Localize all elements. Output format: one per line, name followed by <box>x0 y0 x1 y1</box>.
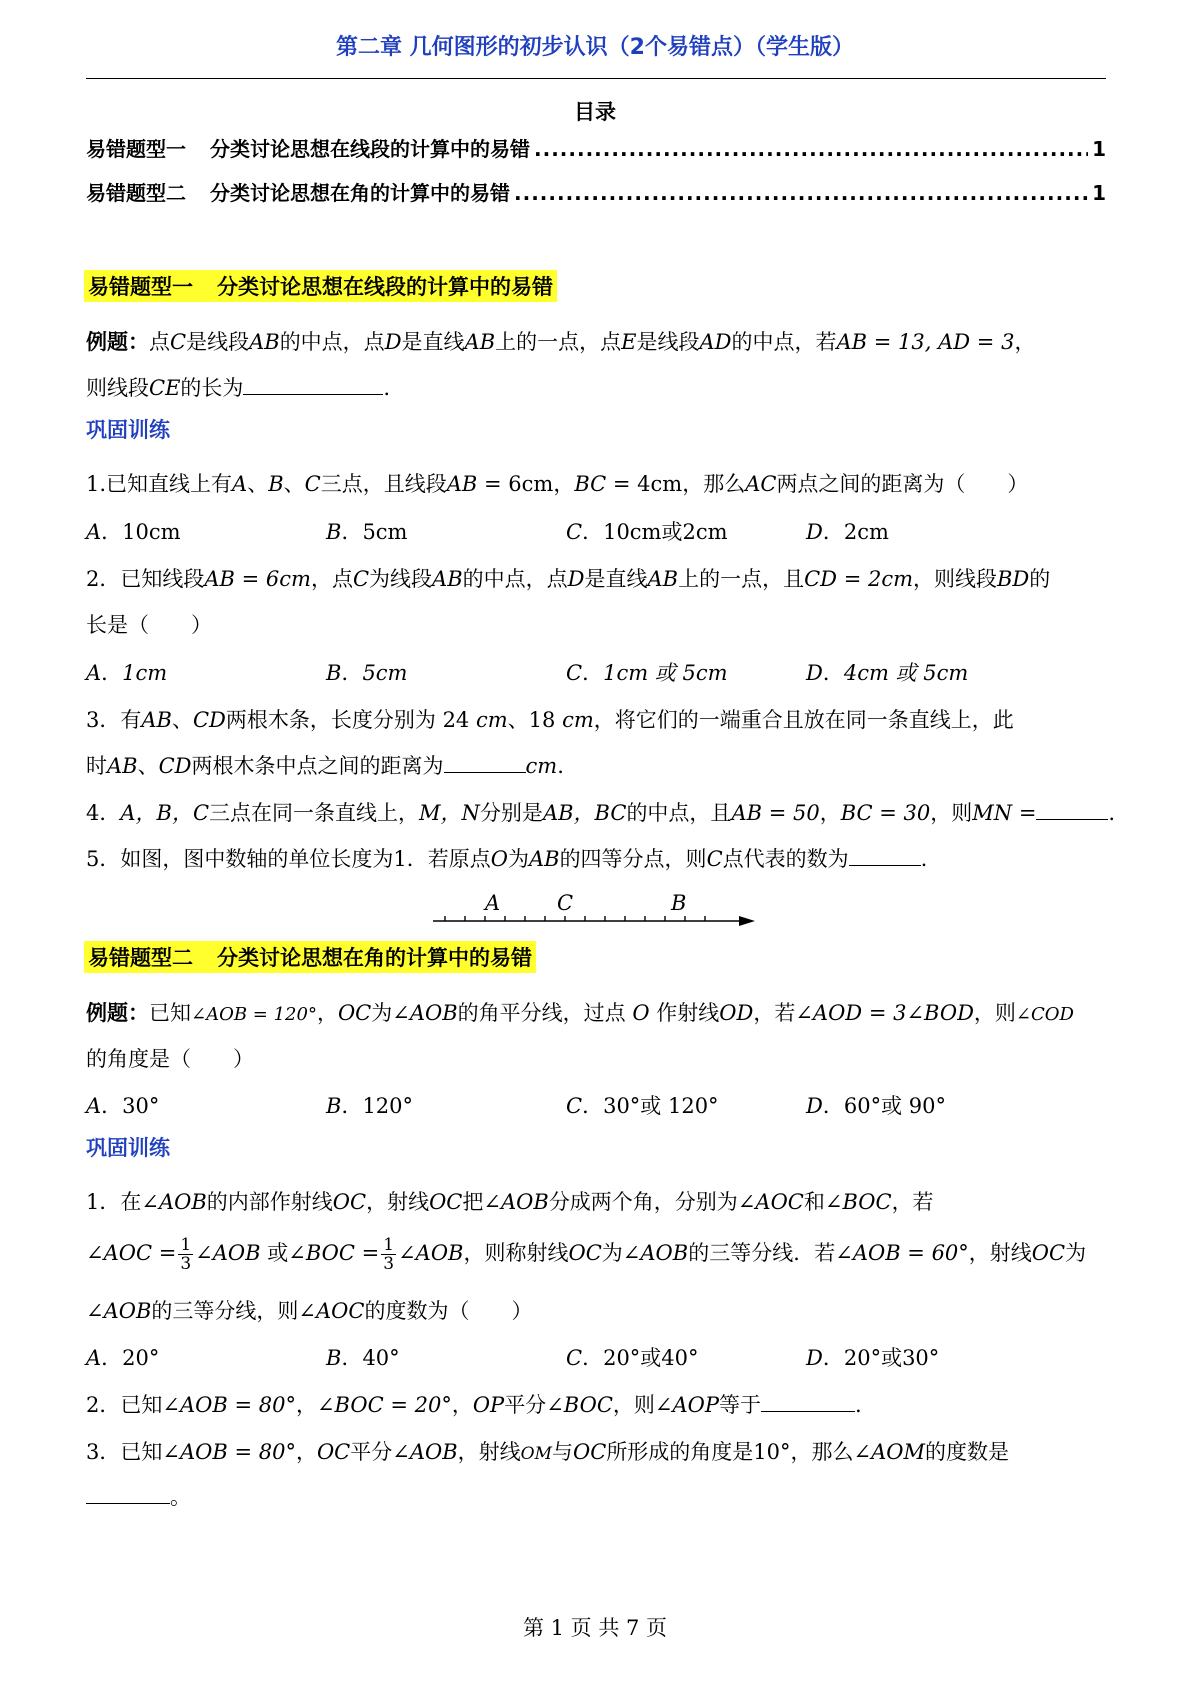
math: ∠AOB = 60° <box>835 1241 969 1265</box>
option-letter: B <box>326 1094 342 1118</box>
text: ， <box>1014 330 1036 354</box>
toc-title: 目录 <box>574 100 616 124</box>
text: ，若 <box>891 1190 934 1214</box>
option-letter: A <box>86 661 102 685</box>
page-footer: 第 1 页 共 7 页 <box>522 1616 668 1640</box>
math: AC <box>745 472 777 496</box>
toc-item-2[interactable] <box>86 177 1106 206</box>
answer-blank[interactable] <box>444 751 526 773</box>
s2-question-1-line2 <box>86 1228 1106 1278</box>
option-letter: B <box>326 661 342 685</box>
math: AD <box>699 330 732 354</box>
s1-q1-option-d[interactable]: D．2cm <box>806 520 889 544</box>
text: 上的一点，点 <box>495 330 622 354</box>
text: 2．已知线段 <box>86 567 205 591</box>
math: AB <box>107 754 138 778</box>
text: 3．有 <box>86 708 142 732</box>
text: 是直线 <box>401 330 465 354</box>
option-text: 30° <box>122 1094 160 1118</box>
s1-question-4 <box>86 797 1116 827</box>
text: ， <box>316 1001 338 1025</box>
text: ，射线 <box>366 1190 430 1214</box>
text: = 4cm，那么 <box>606 472 746 496</box>
toc-leader-dots <box>514 181 1088 205</box>
s2-question-3-cont <box>86 1481 1106 1511</box>
answer-blank[interactable] <box>849 844 921 866</box>
s1-q2-option-a[interactable]: A．1cm <box>86 661 168 685</box>
text: . <box>1108 801 1116 825</box>
text: 上的一点，且 <box>678 567 805 591</box>
text: 、 <box>137 754 159 778</box>
option-letter: B <box>326 1346 342 1370</box>
option-letter: A <box>86 1346 102 1370</box>
section1-heading-label: 易错题型一 <box>88 275 193 299</box>
math: D <box>567 567 585 591</box>
option-letter: C <box>566 1346 583 1370</box>
section2-practice-label: 巩固训练 <box>86 1136 170 1160</box>
text: 5．如图，图中数轴的单位长度为1．若原点 <box>86 847 491 871</box>
math: AB <box>528 847 560 871</box>
s1-question-5 <box>86 843 1106 873</box>
math: OC <box>332 1190 367 1214</box>
option-letter: B <box>326 520 342 544</box>
text: ，射线 <box>457 1440 521 1464</box>
number-line-arrow-icon <box>739 916 755 926</box>
text: . <box>920 847 928 871</box>
text: 两点之间的距离为（ ） <box>776 472 1029 496</box>
text: ，则 <box>930 801 973 825</box>
text: 平分 <box>504 1393 547 1417</box>
option-text: 20°或30° <box>843 1346 940 1370</box>
text: . <box>855 1393 862 1417</box>
math: OC <box>568 1241 602 1265</box>
text: 把 <box>462 1190 484 1214</box>
text: 的 <box>1029 567 1051 591</box>
toc-leader-dots <box>534 137 1088 161</box>
toc-item-label: 易错题型二 <box>86 181 186 205</box>
math: OD <box>719 1001 754 1025</box>
number-line-label-a: A <box>485 891 501 915</box>
example-label: 例题： <box>86 330 149 354</box>
text: ， <box>295 1393 317 1417</box>
toc-item-text: 分类讨论思想在线段的计算中的易错 <box>210 137 530 161</box>
option-letter: D <box>806 1346 823 1370</box>
text: 三点，且线段 <box>320 472 447 496</box>
math: A，B，C <box>120 801 210 825</box>
section2-heading-text: 分类讨论思想在角的计算中的易错 <box>217 946 532 970</box>
text: . <box>557 754 564 778</box>
math: AB <box>141 708 172 732</box>
text: ， <box>819 801 841 825</box>
s2-q1-option-b[interactable]: B．40° <box>326 1346 400 1370</box>
text: 与 <box>552 1440 574 1464</box>
text: 分别是 <box>479 801 543 825</box>
math: ∠AOB <box>195 1241 261 1265</box>
text: 等于 <box>719 1393 761 1417</box>
section1-practice-label: 巩固训练 <box>86 418 170 442</box>
math: OC <box>429 1190 463 1214</box>
page-header-title: 第二章 几何图形的初步认识（2个易错点）（学生版） <box>336 35 854 60</box>
text: 的角平分线，过点 <box>457 1001 633 1025</box>
text: 所形成的角度是10°，那么 <box>606 1440 854 1464</box>
math: ∠AOB <box>86 1299 152 1323</box>
s1-question-1 <box>86 468 1106 498</box>
s1-q1-option-b[interactable]: B．5cm <box>326 520 408 544</box>
math: AB <box>647 567 679 591</box>
option-text: 10cm或2cm <box>603 520 728 544</box>
toc-item-1[interactable] <box>86 133 1106 162</box>
math: AB <box>249 330 280 354</box>
example-label: 例题： <box>86 1001 149 1025</box>
text: 的度数是 <box>925 1440 1010 1464</box>
text: ，则线段 <box>913 567 997 591</box>
section1-example-line2 <box>86 372 1106 402</box>
text: 、 <box>171 708 193 732</box>
math: ∠AOB <box>141 1190 207 1214</box>
math: ∠BOC <box>824 1190 892 1214</box>
text: 两根木条中点之间的距离为 <box>191 754 444 778</box>
math: AB，BC <box>542 801 627 825</box>
option-text: 1cm <box>122 661 168 685</box>
section1-heading <box>84 270 557 302</box>
s2-question-1 <box>86 1186 1106 1216</box>
text: ，将它们的一端重合且放在同一条直线上，此 <box>593 708 1014 732</box>
math: OC <box>316 1440 351 1464</box>
text: = 6cm， <box>477 472 575 496</box>
text: 4． <box>86 801 121 825</box>
option-letter: D <box>806 520 823 544</box>
text: 为 <box>507 847 529 871</box>
section2-example-line1 <box>86 997 1106 1027</box>
text: 为 <box>371 1001 393 1025</box>
s2-q1-option-a[interactable]: A．20° <box>86 1346 160 1370</box>
option-letter: D <box>806 1094 823 1118</box>
math: D <box>384 330 402 354</box>
fraction-denominator: 3 <box>383 1254 395 1274</box>
fraction-one-third <box>381 1236 396 1273</box>
math: BC = 30 <box>840 801 931 825</box>
option-letter: A <box>86 520 102 544</box>
math: M，N <box>419 801 480 825</box>
s1-q2-option-c[interactable]: C．1cm 或 5cm <box>566 661 728 685</box>
option-text: 60°或 90° <box>843 1094 946 1118</box>
math: CE <box>149 376 181 400</box>
text: 已知 <box>149 1001 191 1025</box>
math: AB <box>464 330 496 354</box>
number-line-label-b: B <box>671 891 687 915</box>
math: ∠BOC <box>546 1393 613 1417</box>
text: 为 <box>1065 1241 1087 1265</box>
s1-question-3-cont <box>86 750 1106 780</box>
text: 或 <box>260 1241 289 1265</box>
s2-question-2 <box>86 1389 1106 1419</box>
math: ∠AOB = 120° <box>191 1004 317 1025</box>
math: CD <box>192 708 226 732</box>
s2-example-option-d[interactable]: D．60°或 90° <box>806 1094 946 1118</box>
s2-example-option-c[interactable]: C．30°或 120° <box>566 1094 719 1118</box>
text: ， <box>295 1440 317 1464</box>
math: AB = 50 <box>731 801 820 825</box>
text: 的四等分点，则 <box>559 847 707 871</box>
text: 和 <box>803 1190 825 1214</box>
math: ∠AOB <box>392 1440 458 1464</box>
math: A <box>232 472 248 496</box>
math: ∠COD <box>1015 1004 1074 1025</box>
math: AB <box>446 472 478 496</box>
s2-q1-option-d[interactable]: D．20°或30° <box>806 1346 940 1370</box>
text: 。 <box>170 1485 191 1509</box>
text: 是直线 <box>584 567 648 591</box>
toc-item-text: 分类讨论思想在角的计算中的易错 <box>210 181 510 205</box>
math: ∠AOB = 80° <box>162 1393 296 1417</box>
s1-question-3 <box>86 704 1106 734</box>
text: ，点 <box>310 567 353 591</box>
text: ，则称射线 <box>463 1241 569 1265</box>
text: 作射线 <box>649 1001 720 1025</box>
s2-question-1-line3 <box>86 1295 1106 1325</box>
text: 的中点，若 <box>731 330 837 354</box>
header-divider <box>86 78 1106 79</box>
text: ， <box>451 1393 473 1417</box>
text: 的中点，点 <box>279 330 385 354</box>
math: C <box>304 472 321 496</box>
math: cm <box>475 708 508 732</box>
toc-item-page: 1 <box>1092 181 1106 205</box>
math: AB = 13, AD = 3 <box>836 330 1015 354</box>
math: OC <box>573 1440 607 1464</box>
text: 是线段 <box>636 330 700 354</box>
math: C <box>352 567 370 591</box>
toc-item-page: 1 <box>1092 137 1106 161</box>
text: 2．已知 <box>86 1393 163 1417</box>
section2-example-line2: 的角度是（ ） <box>86 1047 254 1071</box>
option-text: 120° <box>362 1094 414 1118</box>
math: OC <box>337 1001 372 1025</box>
fraction-numerator: 1 <box>383 1235 395 1255</box>
math: C <box>706 847 723 871</box>
option-text: 30°或 120° <box>603 1094 719 1118</box>
math: ∠AOP <box>654 1393 719 1417</box>
text: 点 <box>149 330 170 354</box>
text: ，若 <box>753 1001 796 1025</box>
text: 的内部作射线 <box>206 1190 333 1214</box>
math: ∠AOB <box>398 1241 464 1265</box>
text: ，则 <box>973 1001 1016 1025</box>
text: 1．在 <box>86 1190 142 1214</box>
text: 平分 <box>350 1440 393 1464</box>
option-letter: C <box>566 661 583 685</box>
math: O <box>632 1001 650 1025</box>
math: E <box>621 330 637 354</box>
text: 三点在同一条直线上， <box>209 801 420 825</box>
text: . <box>383 376 391 400</box>
s2-example-option-b[interactable]: B．120° <box>326 1094 414 1118</box>
s1-question-2 <box>86 563 1106 593</box>
answer-blank[interactable] <box>1036 798 1108 820</box>
math: AB <box>432 567 463 591</box>
math: OM <box>520 1444 553 1464</box>
option-text: 10cm <box>122 520 181 544</box>
text: 、 <box>247 472 269 496</box>
number-line-label-c: C <box>557 891 574 915</box>
math: ∠AOB <box>622 1241 689 1265</box>
math: C <box>170 330 187 354</box>
math: B <box>268 472 284 496</box>
math: ∠BOC = <box>288 1241 380 1265</box>
option-text: 1cm 或 5cm <box>603 661 728 685</box>
math: ∠BOC = 20° <box>316 1393 452 1417</box>
text: 为 <box>601 1241 623 1265</box>
option-text: 40° <box>362 1346 400 1370</box>
option-letter: A <box>86 1094 102 1118</box>
math: CD <box>158 754 192 778</box>
number-line-figure <box>425 888 765 932</box>
math: MN = <box>972 801 1037 825</box>
text: 是线段 <box>186 330 250 354</box>
option-text: 5cm <box>362 661 408 685</box>
s2-q1-option-c[interactable]: C．20°或40° <box>566 1346 699 1370</box>
math: OP <box>472 1393 505 1417</box>
option-letter: C <box>566 1094 583 1118</box>
option-text: 5cm <box>362 520 408 544</box>
s1-q2-option-b[interactable]: B．5cm <box>326 661 408 685</box>
text: 的中点，点 <box>462 567 568 591</box>
fraction-one-third <box>178 1236 193 1273</box>
text: 的长为 <box>180 376 244 400</box>
text: 3．已知 <box>86 1440 163 1464</box>
math: BC <box>574 472 607 496</box>
math: ∠AOB <box>392 1001 458 1025</box>
toc-item-label: 易错题型一 <box>86 137 186 161</box>
math: ∠AOC <box>298 1299 365 1323</box>
text: ，射线 <box>968 1241 1032 1265</box>
math: OC <box>1031 1241 1066 1265</box>
option-text: 20° <box>122 1346 160 1370</box>
text: ，则 <box>612 1393 655 1417</box>
section2-heading <box>84 941 536 973</box>
s1-q1-option-a[interactable]: A．10cm <box>86 520 181 544</box>
text: 时 <box>86 754 107 778</box>
option-text: 4cm 或 5cm <box>843 661 969 685</box>
s1-q2-option-d[interactable]: D．4cm 或 5cm <box>806 661 969 685</box>
option-text: 20°或40° <box>603 1346 699 1370</box>
s2-example-option-a[interactable]: A．30° <box>86 1094 160 1118</box>
math: ∠AOB <box>483 1190 549 1214</box>
fraction-denominator: 3 <box>180 1254 192 1274</box>
answer-blank[interactable] <box>761 1390 855 1412</box>
text: 的度数为（ ） <box>364 1299 533 1323</box>
s1-q1-option-c[interactable]: C．10cm或2cm <box>566 520 728 544</box>
section2-heading-label: 易错题型二 <box>88 946 193 970</box>
option-text: 2cm <box>843 520 889 544</box>
text: 为线段 <box>369 567 433 591</box>
section1-heading-text: 分类讨论思想在线段的计算中的易错 <box>217 275 553 299</box>
text: 的三等分线．若 <box>688 1241 836 1265</box>
option-letter: D <box>806 661 823 685</box>
math: ∠AOD = 3∠BOD <box>795 1001 974 1025</box>
math: O <box>490 847 508 871</box>
text: 的三等分线，则 <box>151 1299 299 1323</box>
text: 的中点，且 <box>626 801 732 825</box>
math: CD = 2cm <box>804 567 913 591</box>
text: 、 <box>283 472 305 496</box>
answer-blank[interactable] <box>243 373 383 395</box>
section1-example-line1 <box>86 326 1106 356</box>
text: 则线段 <box>86 376 149 400</box>
answer-blank[interactable] <box>86 1482 170 1504</box>
text: 分成两个角，分别为 <box>548 1190 738 1214</box>
math: ∠AOC = <box>86 1241 177 1265</box>
fraction-numerator: 1 <box>180 1235 192 1255</box>
text: 1.已知直线上有 <box>86 472 233 496</box>
math: BD <box>997 567 1030 591</box>
math: ∠AOB = 80° <box>162 1440 296 1464</box>
math: cm <box>525 754 558 778</box>
math: ∠AOC <box>737 1190 804 1214</box>
option-letter: C <box>566 520 583 544</box>
math: AB = 6cm <box>204 567 311 591</box>
text: 、18 <box>507 708 563 732</box>
math: cm <box>562 708 594 732</box>
s1-question-2-cont: 长是（ ） <box>86 613 212 637</box>
text: 两根木条，长度分别为 24 <box>225 708 476 732</box>
text: 点代表的数为 <box>722 847 849 871</box>
s2-question-3 <box>86 1436 1106 1466</box>
math: ∠AOM <box>853 1440 926 1464</box>
